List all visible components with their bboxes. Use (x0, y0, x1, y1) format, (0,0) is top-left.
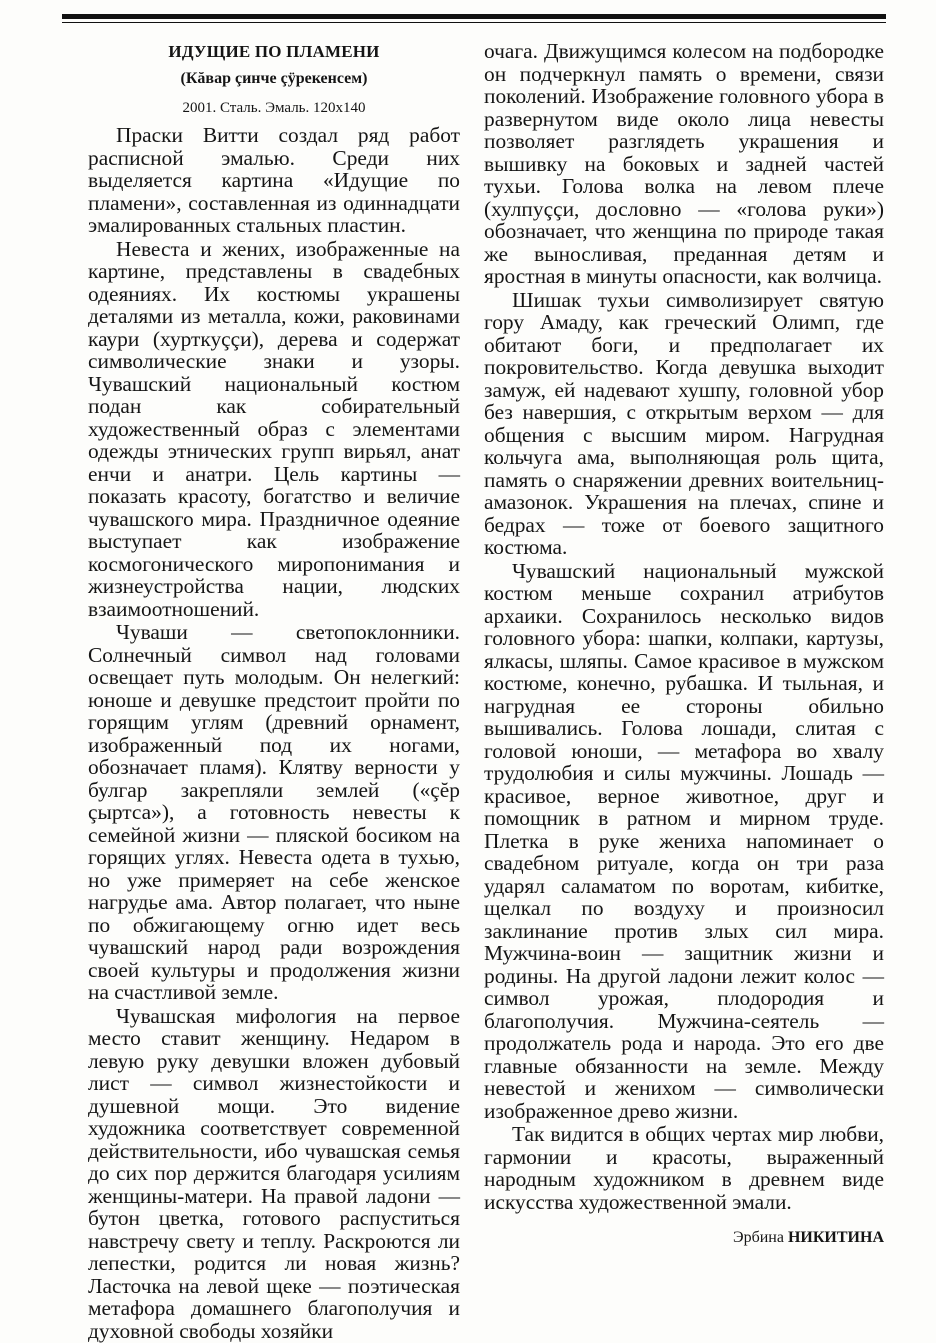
paragraph-4-continued: очага. Движущимся колесом на подбородке он подчеркнул память о времени, связи поколений. Изображение головного убора в развернутом виде около лица невесты позволяет разглядеть украшения и вышивку на боковых и задней частей тухьи. Голова волка на левом плече (хулпуççи, дословно — «голова руки») обозначает, что женщина по природе такая же выносливая, преданная детям и яростная в минуты опасности, как волчица. (484, 39, 884, 288)
article-subtitle: (Кăвар çинче çÿрекенсем) (180, 70, 368, 87)
article-title: ИДУЩИЕ ПО ПЛАМЕНИ (168, 42, 380, 61)
paragraph-2: Невеста и жених, изображенные на картине, представлены в свадебных одеяниях. Их костюмы украшены деталями из металла, кожи, раковинами каури (хурткуççи), дерева и содержат символические знаки и узоры. Чувашский национальный костюм подан как собирательный художественный образ с элементами одежды этнических групп вирьял, анат енчи и анатри. Цель картины — показать красоту, богатство и величие чувашского мира. Праздничное одеяние выступает как изображение космогонического миропонимания и жизнеустройства нации, людских взаимоотношений. (88, 236, 460, 621)
top-rule-thin (62, 22, 886, 23)
paragraph-4: Чувашская мифология на первое место ставит женщину. Недаром в левую руку девушки вложен дубовый лист — символ жизнестойкости и душевной мощи. Это видение художника соответствует современной действительности, ибо чувашская семья до сих пор держится благодаря усилиям женщины-матери. На правой ладони — бутон цветка, готового распуститься навстречу свету и теплу. Раскроются ли лепестки, родится ли новая жизнь? Ласточка на левой щеке — поэтическая метафора домашнего благополучия и духовной свободы хозяйки (88, 1003, 460, 1343)
paragraph-5: Шишак тухьи символизирует святую гору Амаду, как греческий Олимп, где обитают боги, и предполагает их покровительство. Когда девушка выходит замуж, ей надевают хушпу, головной убор без навершия, с открытым верхом — для общения с высшим миром. Нагрудная кольчуга ама, выполняющая роль щита, память о снаряжении древних воительниц-амазонок. Украшения на плечах, спине и бедрах — тоже от боевого защитного костюма. (484, 287, 884, 559)
left-column (88, 40, 460, 1342)
author-last-name: НИКИТИНА (787, 1229, 884, 1246)
artwork-meta: 2001. Сталь. Эмаль. 120х140 (182, 100, 366, 116)
paragraph-3: Чуваши — светопоклонники. Солнечный символ над головами освещает путь молодым. Он нелегкий: юноше и девушке предстоит пройти по горящим углям (древний орнамент, изображенный под их ногами, обозначает пламя). Клятву верности у булгар закрепляли землей («çĕр çыртса»), а готовность невесты к семейной жизни — пляской босиком на горящих углях. Невеста одета в тухью, но уже примеряет на себе женское нагрудье ама. Автор полагает, что ныне по обжигающему огню идет весь чувашский народ ради возрождения своей культуры и продолжения жизни на счастливой земле. (88, 620, 460, 1004)
right-column (484, 40, 884, 1249)
paragraph-1: Праски Витти создал ряд работ расписной эмалью. Среди них выделяется картина «Идущие по пламени», составленная из одиннадцати эмалированных стальных пластин. (88, 123, 460, 237)
top-rule-thick (62, 14, 886, 19)
author-signature (484, 1227, 884, 1249)
paragraph-7: Так видится в общих чертах мир любви, гармонии и красоты, выраженный народным художником в древнем виде искусства художественной эмали. (484, 1122, 884, 1214)
author-first-name: Эрбина (733, 1229, 784, 1246)
paragraph-6: Чувашский национальный мужской костюм меньше сохранил атрибутов архаики. Сохранилось несколько видов головного убора: шапки, колпаки, картузы, ялкасы, шляпы. Самое красивое в мужском костюме, конечно, рубашка. И тыльная, и нагрудная ее стороны обильно вышивались. Голова лошади, слитая с головой юноши, — метафора во хвалу трудолюбия и силы мужчины. Лошадь — красивое, верное животное, друг и помощник в ратном и мирном труде. Плетка в руке жениха напоминает о свадебном ритуале, когда он три раза ударял саламатом по воротам, кибитке, щелкал по воздуху и произносил заклинание против злых сил мира. Мужчина-воин — защитник жизни и родины. На другой ладони лежит колос — символ урожая, плодородия и благополучия. Мужчина-сеятель — продолжатель рода и народа. Это его две главные обязанности на земле. Между невестой и женихом — символически изображенное древо жизни. (484, 558, 884, 1123)
